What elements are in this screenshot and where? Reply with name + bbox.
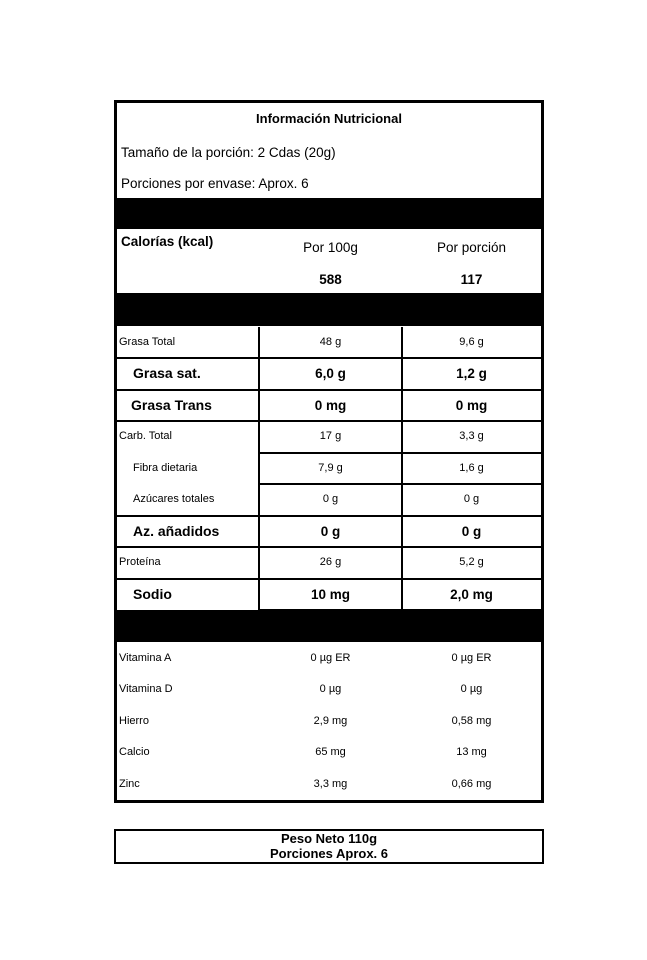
nutrient-per-100g: 0 g: [320, 524, 341, 539]
vitamin-name: Hierro: [119, 715, 149, 727]
nutrient-name: Fibra dietaria: [133, 462, 198, 474]
servings-per-container: Porciones por envase: Aprox. 6: [121, 176, 309, 191]
column-header-per-serving: Por porción: [436, 240, 507, 255]
nutrient-per-100g: 7,9 g: [318, 462, 343, 474]
vitamin-per-serving: 13 mg: [456, 746, 487, 758]
nutrient-per-serving: 2,0 mg: [450, 587, 493, 602]
nutrient-per-100g: 17 g: [319, 430, 342, 442]
nutrient-name: Proteína: [119, 556, 161, 568]
nutrient-per-100g: 48 g: [319, 336, 342, 348]
nutrient-per-100g: 6,0 g: [315, 366, 346, 381]
nutrient-per-serving: 0 mg: [455, 398, 488, 413]
vitamin-row: [117, 737, 541, 768]
net-weight-box: [114, 829, 544, 864]
calories-per-serving: 117: [460, 272, 483, 287]
nutrient-per-serving: 0 g: [461, 524, 482, 539]
divider-band: [117, 198, 541, 229]
nutrient-name: Grasa Trans: [131, 397, 212, 413]
nutrient-per-serving: 1,6 g: [459, 462, 484, 474]
serving-size: Tamaño de la porción: 2 Cdas (20g): [121, 145, 336, 160]
nutrient-row: [117, 547, 541, 578]
vitamin-per-100g: 2,9 mg: [313, 715, 348, 727]
nutrient-name: Az. añadidos: [133, 523, 220, 539]
vitamin-per-serving: 0 µg ER: [451, 652, 492, 664]
calories-per-100g: 588: [319, 272, 342, 287]
vitamin-per-serving: 0,66 mg: [451, 778, 492, 790]
vitamin-row: [117, 706, 541, 737]
nutrient-name: Carb. Total: [119, 430, 172, 442]
vitamin-per-100g: 65 mg: [315, 746, 346, 758]
vitamin-row: [117, 643, 541, 674]
nutrient-name: Azúcares totales: [133, 493, 215, 505]
nutrient-per-serving: 0 g: [463, 493, 480, 505]
vitamin-row: [117, 674, 541, 705]
vitamin-name: Vitamina D: [119, 683, 173, 695]
column-header-per-100g: Por 100g: [303, 240, 358, 255]
nutrient-row: [117, 484, 541, 515]
nutrient-row: [117, 390, 541, 421]
nutrient-row: [117, 579, 541, 610]
nutrient-row: [117, 421, 541, 452]
divider-band: [117, 293, 541, 326]
nutrient-per-100g: 26 g: [319, 556, 342, 568]
nutrient-row: [117, 516, 541, 547]
nutrient-per-serving: 9,6 g: [459, 336, 484, 348]
vitamin-row: [117, 769, 541, 800]
nutrient-row: [117, 327, 541, 358]
vitamin-name: Calcio: [119, 746, 150, 758]
divider-band: [117, 610, 541, 642]
nutrient-per-100g: 10 mg: [310, 587, 351, 602]
vitamin-name: Vitamina A: [119, 652, 172, 664]
nutrient-row: [117, 453, 541, 484]
servings-approx: Porciones Aprox. 6: [270, 846, 388, 861]
vitamin-per-serving: 0 µg: [460, 683, 483, 695]
nutrient-name: Grasa sat.: [133, 365, 201, 381]
nutrient-row: [117, 358, 541, 389]
net-weight: Peso Neto 110g: [280, 831, 378, 846]
vitamin-per-100g: 3,3 mg: [313, 778, 348, 790]
vitamin-name: Zinc: [119, 778, 140, 790]
nutrition-label: [114, 100, 544, 803]
nutrient-per-100g: 0 mg: [314, 398, 347, 413]
nutrient-per-serving: 5,2 g: [459, 556, 484, 568]
vitamin-per-100g: 0 µg: [319, 683, 342, 695]
calories-label: Calorías (kcal): [121, 234, 214, 249]
nutrient-name: Grasa Total: [119, 336, 176, 348]
nutrient-name: Sodio: [133, 586, 172, 602]
label-title: Información Nutricional: [256, 111, 402, 126]
nutrient-per-100g: 0 g: [322, 493, 339, 505]
vitamin-per-serving: 0,58 mg: [451, 715, 492, 727]
nutrient-per-serving: 1,2 g: [456, 366, 487, 381]
vitamin-per-100g: 0 µg ER: [310, 652, 351, 664]
nutrient-per-serving: 3,3 g: [459, 430, 484, 442]
